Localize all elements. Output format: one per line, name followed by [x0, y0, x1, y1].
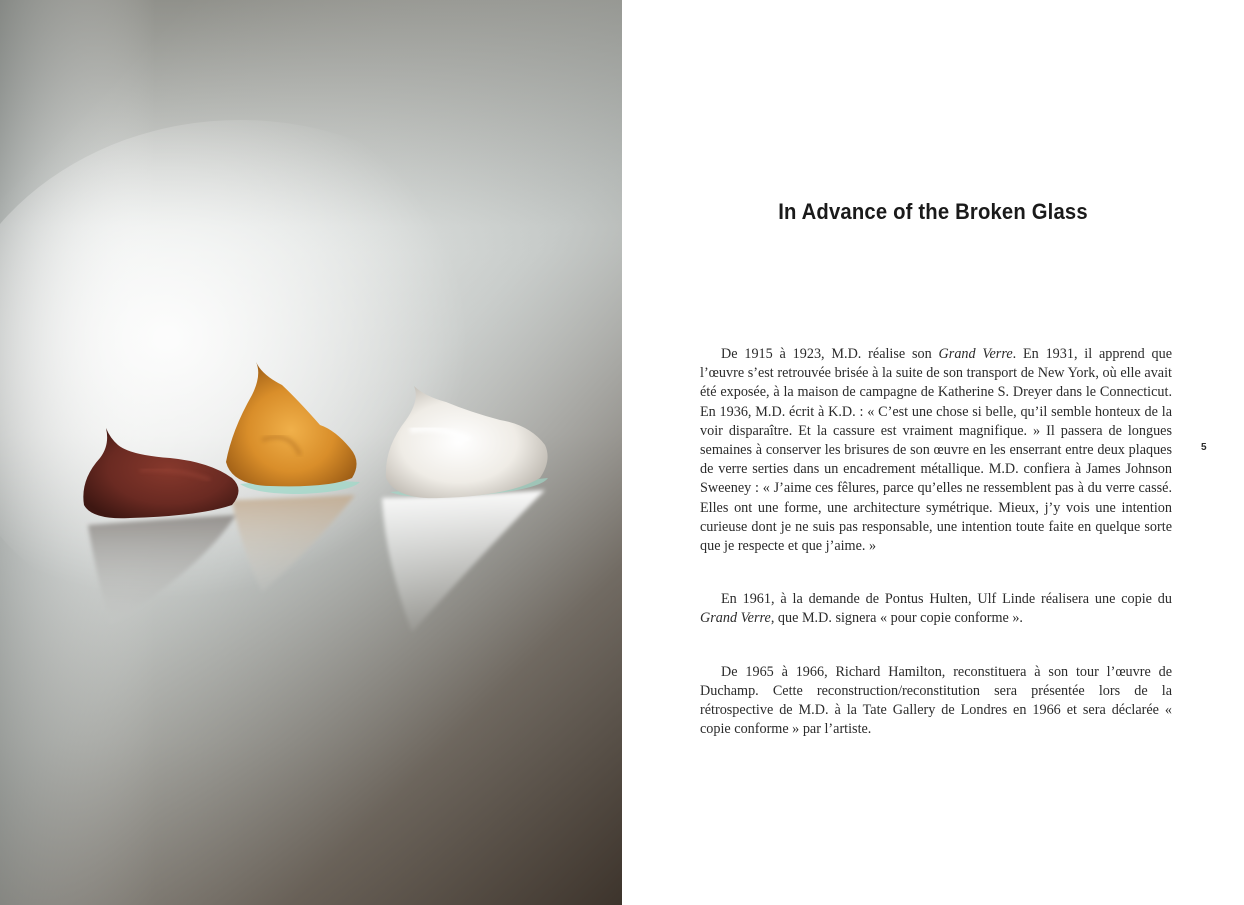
paragraph-2: En 1961, à la demande de Pontus Hulten, Ulf Linde réalisera une copie du Grand Verre, que M.D. signera « pour copie conforme ». — [700, 591, 1172, 627]
page-title: In Advance of the Broken Glass — [778, 199, 1088, 224]
paragraph-1: De 1915 à 1923, M.D. réalise son Grand Verre. En 1931, il apprend que l’œuvre s’est retrouvée brisée à la suite de son transport de New York, où elle avait été exposée, à la maison de campagne de Katherine S. Dreyer dans le Connecticut. En 1936, M.D. écrit à K.D. : « C’est une chose si belle, qu’il semble honteux de la voir disparaître. Et la cassure est vraiment magnifique. » Il passera de longues semaines à conserver les brisures de son œuvre en les enserrant entre deux plaques de verre serties dans un encadrement métallique. M.D. confiera à James Johnson Sweeney : « J’aime ces fêlures, parce qu’elles ne ressemblent pas à du verre cassé. Elles ont une forme, une architecture symétrique. Mieux, j’y vois une intention curieuse dont je ne suis pas responsable, une intention toute faite en quelque sorte que je respecte et que j’aime. » — [700, 346, 1172, 555]
body-text — [700, 345, 1172, 739]
page-number: 5 — [1201, 442, 1207, 453]
paragraph-3: De 1965 à 1966, Richard Hamilton, reconstituera à son tour l’œuvre de Duchamp. Cette reconstruction/reconstitution sera présentée lors de la rétrospective de M.D. à la Tate Gallery de Londres en 1966 et sera déclarée « copie conforme » par l’artiste. — [700, 663, 1172, 738]
artwork-title: Grand Verre — [700, 610, 771, 627]
artwork-title: Grand Verre — [938, 346, 1013, 362]
text-page — [622, 0, 1244, 905]
